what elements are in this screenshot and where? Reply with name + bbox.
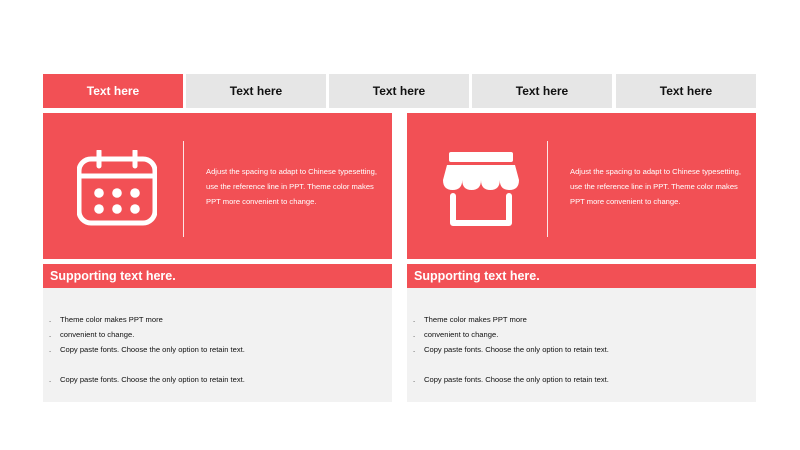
list-item-text: Copy paste fonts. Choose the only option to retain text.: [60, 345, 245, 354]
list-item: [49, 372, 379, 387]
bullet-marker: .: [413, 315, 416, 324]
list-item: [413, 327, 743, 342]
list-item: [49, 312, 379, 327]
tab-5[interactable]: Text here: [616, 74, 756, 108]
card-description: Adjust the spacing to adapt to Chinese typesetting, use the reference line in PPT. Theme color makes PPT more convenient to change.: [206, 167, 377, 206]
bullet-marker: .: [413, 345, 416, 354]
bullet-marker: .: [49, 330, 52, 339]
bullet-marker: .: [49, 375, 52, 384]
tab-3[interactable]: Text here: [329, 74, 469, 108]
list-item: [413, 312, 743, 327]
list-item-text: convenient to change.: [60, 330, 135, 339]
bullet-marker: .: [413, 375, 416, 384]
card-body-panel: [43, 288, 392, 402]
storefront-icon: [441, 150, 521, 226]
bullet-marker: .: [49, 345, 52, 354]
list-item-text: Copy paste fonts. Choose the only option to retain text.: [60, 375, 245, 384]
card-right: [407, 113, 756, 402]
vertical-divider: [183, 141, 184, 237]
supporting-heading: Supporting text here.: [407, 264, 756, 288]
list-item: [49, 342, 379, 357]
list-item-text: convenient to change.: [424, 330, 499, 339]
tab-1[interactable]: Text here: [43, 74, 183, 108]
list-item-text: Theme color makes PPT more: [424, 315, 527, 324]
card-header-panel: [43, 113, 392, 259]
list-item: [49, 327, 379, 342]
bullet-marker: .: [49, 315, 52, 324]
list-item-text: Copy paste fonts. Choose the only option to retain text.: [424, 345, 609, 354]
list-item: [413, 372, 743, 387]
card-description: Adjust the spacing to adapt to Chinese typesetting, use the reference line in PPT. Theme color makes PPT more convenient to change.: [570, 167, 741, 206]
list-item: [413, 342, 743, 357]
list-item-text: Theme color makes PPT more: [60, 315, 163, 324]
tab-2[interactable]: Text here: [186, 74, 326, 108]
card-header-panel: [407, 113, 756, 259]
tab-4[interactable]: Text here: [472, 74, 612, 108]
bullet-list: [413, 312, 743, 387]
list-item-text: Copy paste fonts. Choose the only option to retain text.: [424, 375, 609, 384]
tab-bar: [43, 74, 756, 108]
bullet-list: [49, 312, 379, 387]
card-left: [43, 113, 392, 402]
bullet-marker: .: [413, 330, 416, 339]
card-body-panel: [407, 288, 756, 402]
calendar-icon: [77, 150, 157, 226]
supporting-heading: Supporting text here.: [43, 264, 392, 288]
vertical-divider: [547, 141, 548, 237]
